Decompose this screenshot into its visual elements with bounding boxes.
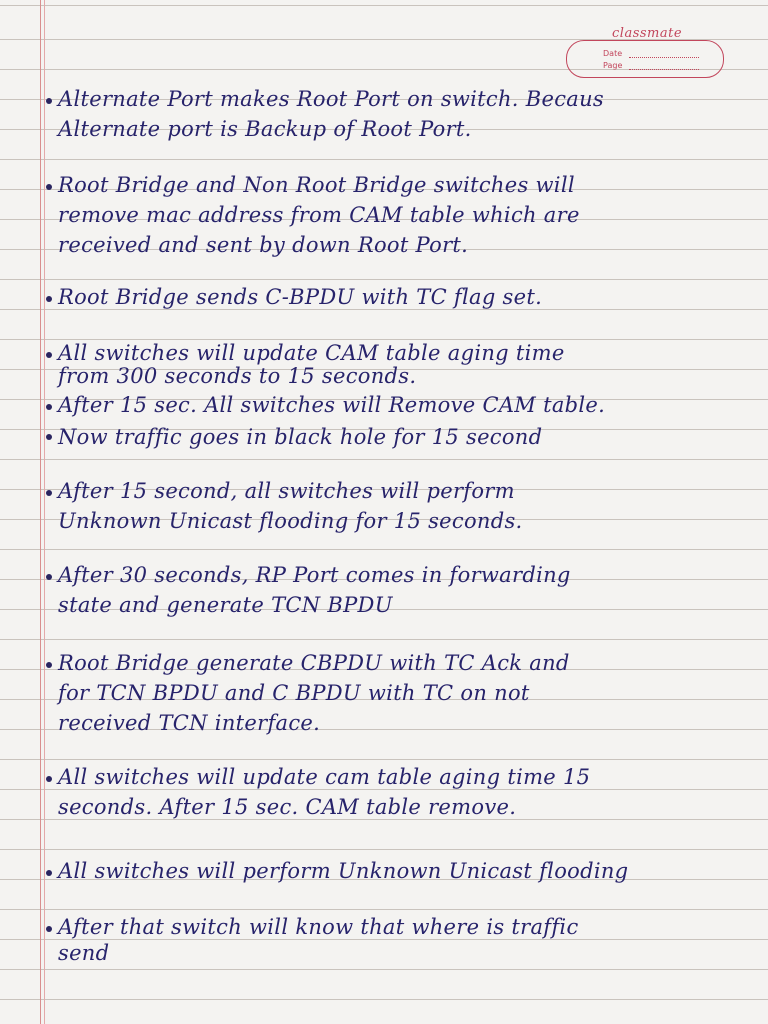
note-item: [58, 560, 748, 620]
bullet: [46, 490, 52, 496]
note-line: After 15 second, all switches will perform: [58, 479, 515, 503]
note-line: Unknown Unicast flooding for 15 seconds.: [58, 509, 523, 533]
bullet: [46, 574, 52, 580]
note-line: Now traffic goes in black hole for 15 second: [58, 425, 543, 449]
note-line: state and generate TCN BPDU: [58, 593, 393, 617]
note-item: [58, 422, 748, 452]
bullet: [46, 352, 52, 358]
note-line: received TCN interface.: [58, 711, 321, 735]
brand-logo: classmate: [612, 26, 683, 41]
note-line: All switches will perform Unknown Unicast flooding: [58, 859, 629, 883]
note-line: Root Bridge and Non Root Bridge switches will: [58, 173, 575, 197]
note-line: After that switch will know that where is traffic: [58, 915, 579, 939]
note-item: [58, 342, 748, 388]
bullet: [46, 296, 52, 302]
note-item: [58, 762, 748, 822]
note-item: [58, 282, 748, 312]
margin-line: [40, 0, 41, 1024]
note-item: [58, 856, 748, 886]
note-line: Root Bridge generate CBPDU with TC Ack and: [58, 651, 570, 675]
bullet: [46, 98, 52, 104]
note-item: [58, 170, 748, 260]
note-line: Root Bridge sends C-BPDU with TC flag set.: [58, 285, 543, 309]
note-line: After 15 sec. All switches will Remove CAM table.: [58, 393, 606, 417]
date-page-box: [566, 40, 724, 78]
bullet: [46, 404, 52, 410]
bullet: [46, 184, 52, 190]
note-item: [58, 648, 748, 738]
bullet: [46, 434, 52, 440]
bullet: [46, 926, 52, 932]
note-line: seconds. After 15 sec. CAM table remove.: [58, 795, 517, 819]
note-line: All switches will update CAM table aging time: [58, 341, 565, 365]
date-label: Date: [603, 49, 623, 58]
note-line: from 300 seconds to 15 seconds.: [58, 364, 417, 388]
note-line: send: [58, 941, 110, 965]
note-item: [58, 394, 748, 417]
note-item: [58, 476, 748, 536]
bullet: [46, 870, 52, 876]
note-line: for TCN BPDU and C BPDU with TC on not: [58, 681, 530, 705]
note-line: remove mac address from CAM table which are: [58, 203, 580, 227]
margin-line-inner: [44, 0, 45, 1024]
note-line: All switches will update cam table aging time 15: [58, 765, 591, 789]
bullet: [46, 776, 52, 782]
bullet: [46, 662, 52, 668]
note-line: Alternate port is Backup of Root Port.: [58, 117, 472, 141]
note-item: [58, 84, 748, 144]
note-line: Alternate Port makes Root Port on switch. Becaus: [58, 87, 605, 111]
note-line: received and sent by down Root Port.: [58, 233, 469, 257]
page-label: Page: [603, 61, 623, 70]
note-line: After 30 seconds, RP Port comes in forwarding: [58, 563, 571, 587]
note-item: [58, 912, 748, 965]
